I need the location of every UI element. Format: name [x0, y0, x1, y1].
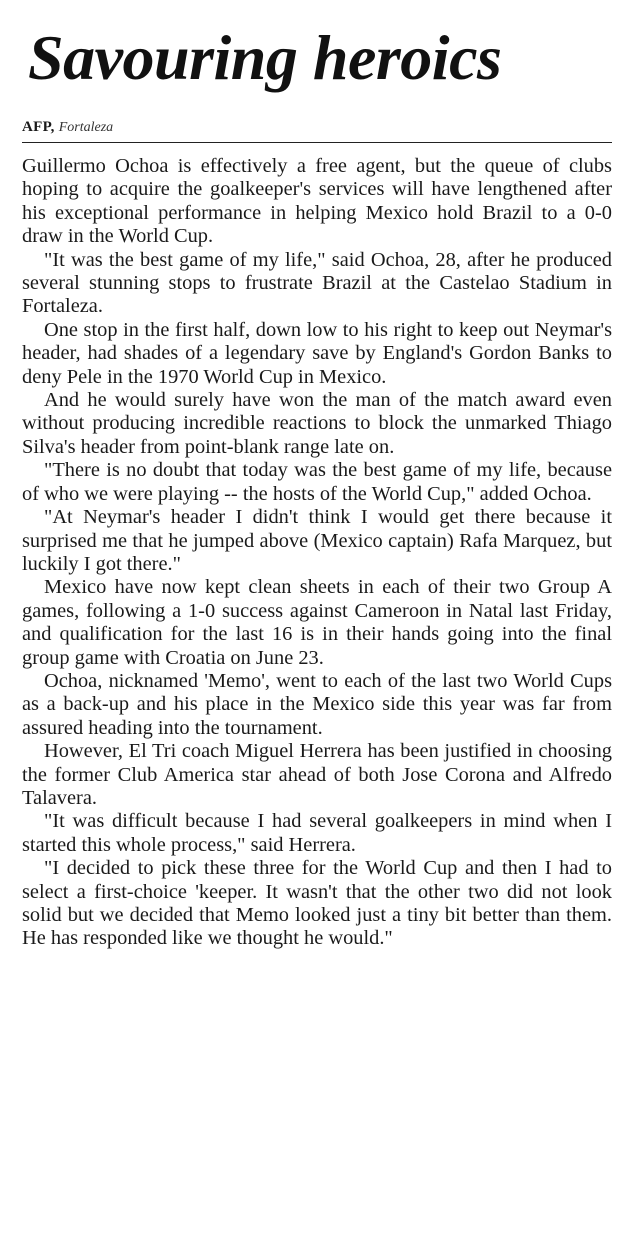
article-paragraph: "I decided to pick these three for the World Cup and then I had to select a first-choice 'keeper. It wasn't that the other two did not look solid but we decided that Memo looked just a tiny bit better than them. He has responded like we thought he would.": [22, 857, 612, 950]
article-paragraph: Guillermo Ochoa is effectively a free agent, but the queue of clubs hoping to acquire the goalkeeper's services will have lengthened after his exceptional performance in helping Mexico hold Brazil to a 0-0 draw in the World Cup.: [22, 155, 612, 248]
article-paragraph: However, El Tri coach Miguel Herrera has been justified in choosing the former Club America star ahead of both Jose Corona and Alfredo Talavera.: [22, 740, 612, 809]
article-paragraph: Ochoa, nicknamed 'Memo', went to each of the last two World Cups as a back-up and his place in the Mexico side this year was far from assured heading into the tournament.: [22, 669, 612, 739]
article-paragraph: Mexico have now kept clean sheets in each of their two Group A games, following a 1-0 success against Cameroon in Natal last Friday, and qualification for the last 16 is in their hands going into the final group game with Croatia on June 23.: [22, 576, 612, 669]
headline: Savouring heroics: [28, 22, 502, 93]
article-paragraph: And he would surely have won the man of the match award even without producing incredible reactions to block the unmarked Thiago Silva's header from point-blank range late on.: [22, 389, 612, 458]
article-paragraph: "It was the best game of my life," said Ochoa, 28, after he produced several stunning stops to frustrate Brazil at the Castelao Stadium in Fortaleza.: [22, 248, 612, 318]
article-body: [22, 155, 612, 951]
byline-agency: AFP,: [22, 119, 55, 135]
byline: [22, 118, 612, 143]
byline-dateline: Fortaleza: [58, 120, 114, 135]
article-paragraph: "It was difficult because I had several goalkeepers in mind when I started this whole process," said Herrera.: [22, 810, 612, 856]
news-article: [22, 0, 612, 951]
article-paragraph: "There is no doubt that today was the best game of my life, because of who we were playing -- the hosts of the World Cup," added Ochoa.: [22, 459, 612, 505]
article-paragraph: One stop in the first half, down low to his right to keep out Neymar's header, had shades of a legendary save by England's Gordon Banks to deny Pele in the 1970 World Cup in Mexico.: [22, 318, 612, 388]
article-paragraph: "At Neymar's header I didn't think I would get there because it surprised me that he jumped above (Mexico captain) Rafa Marquez, but luckily I got there.": [22, 506, 612, 575]
